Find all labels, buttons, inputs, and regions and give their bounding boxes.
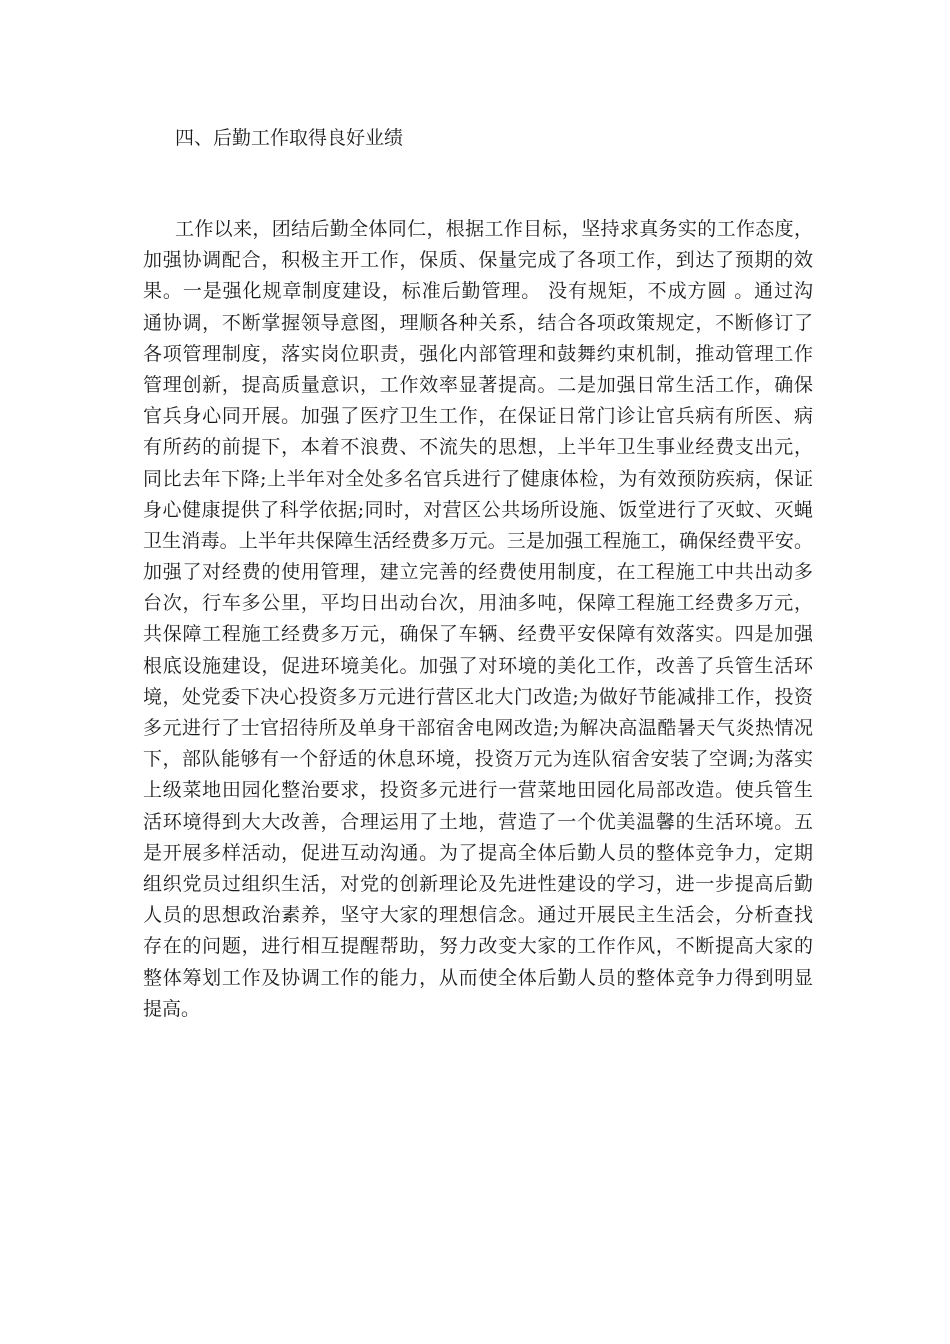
section-heading: 四、后勤工作取得良好业绩 xyxy=(175,127,404,149)
paragraph-line: 果。一是强化规章制度建设，标准后勤管理。 没有规矩，不成方圆 。通过沟 xyxy=(143,280,813,303)
body-paragraph xyxy=(143,214,813,1025)
paragraph-line: 活环境得到大大改善，合理运用了土地，营造了一个优美温馨的生活环境。五 xyxy=(143,810,813,833)
paragraph-line: 同比去年下降;上半年对全处多名官兵进行了健康体检，为有效预防疾病，保证 xyxy=(143,467,813,490)
paragraph-line: 下，部队能够有一个舒适的休息环境，投资万元为连队宿舍安装了空调;为落实 xyxy=(143,748,813,771)
paragraph-line: 多元进行了士官招待所及单身干部宿舍电网改造;为解决高温酷暑天气炎热情况 xyxy=(143,717,813,739)
paragraph-line: 境，处党委下决心投资多万元进行营区北大门改造;为做好节能减排工作，投资 xyxy=(143,685,813,708)
paragraph-line: 整体筹划工作及协调工作的能力，从而使全体后勤人员的整体竞争力得到明显 xyxy=(143,966,813,989)
paragraph-line: 卫生消毒。上半年共保障生活经费多万元。三是加强工程施工，确保经费平安。 xyxy=(143,529,813,552)
paragraph-line: 各项管理制度，落实岗位职责，强化内部管理和鼓舞约束机制，推动管理工作 xyxy=(143,342,813,365)
paragraph-line: 提高。 xyxy=(143,997,201,1020)
paragraph-line: 工作以来，团结后勤全体同仁，根据工作目标，坚持求真务实的工作态度， xyxy=(175,218,813,240)
paragraph-line: 通协调，不断掌握领导意图，理顺各种关系，结合各项政策规定，不断修订了 xyxy=(143,311,813,334)
paragraph-line: 共保障工程施工经费多万元，确保了车辆、经费平安保障有效落实。四是加强 xyxy=(143,623,813,646)
paragraph-line: 有所药的前提下，本着不浪费、不流失的思想，上半年卫生事业经费支出元， xyxy=(143,436,813,459)
paragraph-line: 是开展多样活动，促进互动沟通。为了提高全体后勤人员的整体竞争力，定期 xyxy=(143,841,813,864)
paragraph-line: 官兵身心同开展。加强了医疗卫生工作，在保证日常门诊让官兵病有所医、病 xyxy=(143,405,813,428)
paragraph-line: 存在的问题，进行相互提醒帮助，努力改变大家的工作作风，不断提高大家的 xyxy=(143,935,813,958)
paragraph-line: 根底设施建设，促进环境美化。加强了对环境的美化工作，改善了兵管生活环 xyxy=(143,654,813,677)
paragraph-line: 人员的思想政治素养，坚守大家的理想信念。通过开展民主生活会，分析查找 xyxy=(143,904,813,927)
paragraph-line: 台次，行车多公里，平均日出动台次，用油多吨，保障工程施工经费多万元， xyxy=(143,592,813,615)
paragraph-line: 身心健康提供了科学依据;同时，对营区公共场所设施、饭堂进行了灭蚊、灭蝇 xyxy=(143,498,813,521)
paragraph-line: 管理创新，提高质量意识，工作效率显著提高。二是加强日常生活工作，确保 xyxy=(143,373,813,396)
paragraph-line: 加强了对经费的使用管理，建立完善的经费使用制度，在工程施工中共出动多 xyxy=(143,561,813,584)
paragraph-line: 加强协调配合，积极主开工作，保质、保量完成了各项工作，到达了预期的效 xyxy=(143,249,813,272)
paragraph-line: 组织党员过组织生活，对党的创新理论及先进性建设的学习，进一步提高后勤 xyxy=(143,872,813,895)
paragraph-line: 上级菜地田园化整治要求，投资多元进行一营菜地田园化局部改造。使兵管生 xyxy=(143,779,813,802)
